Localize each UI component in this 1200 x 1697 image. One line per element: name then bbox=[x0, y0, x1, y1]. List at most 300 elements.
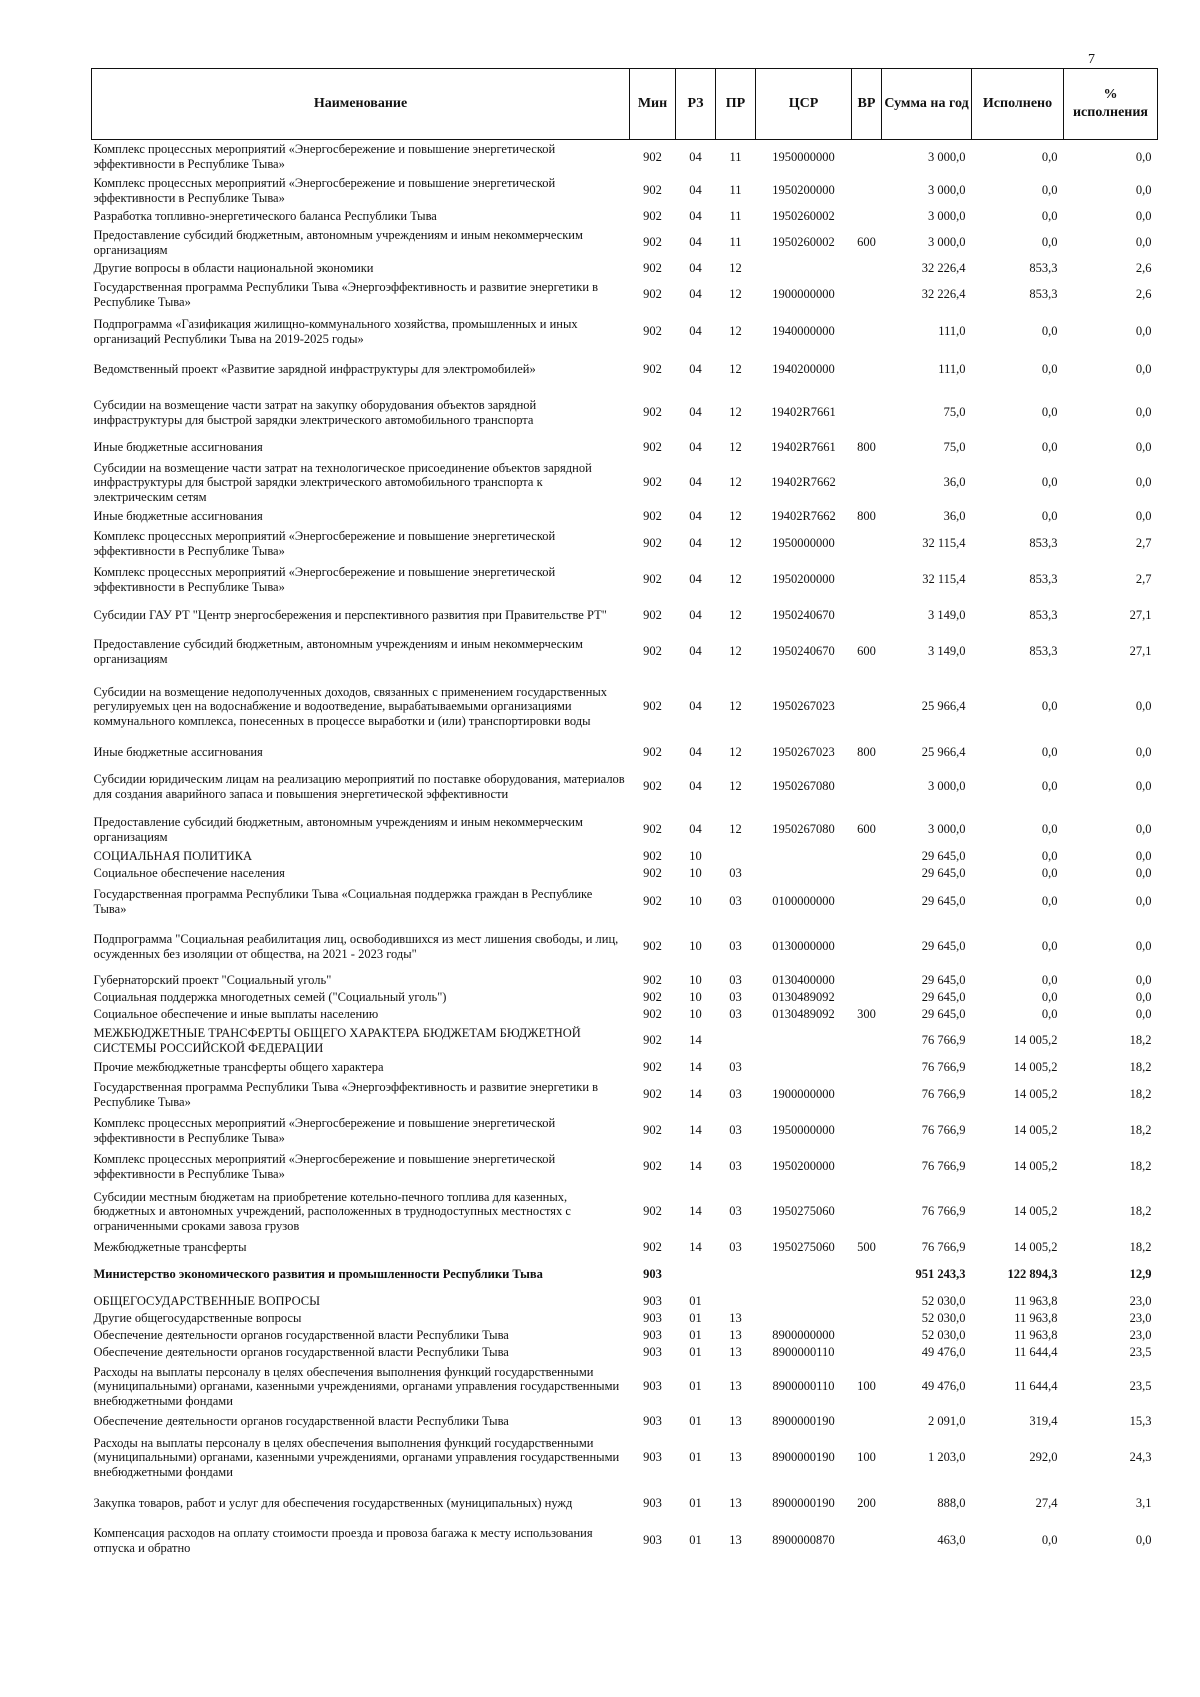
cell-vr bbox=[852, 312, 882, 352]
cell-vr bbox=[852, 670, 882, 744]
cell-csr: 1950200000 bbox=[772, 183, 835, 198]
cell-min: 902 bbox=[643, 1204, 662, 1219]
table-row bbox=[92, 1023, 1158, 1059]
cell-pr bbox=[716, 1257, 756, 1293]
cell-min: 902 bbox=[643, 699, 662, 714]
cell-rz: 10 bbox=[689, 989, 702, 1004]
cell-done: 0,0 bbox=[1041, 699, 1058, 714]
cell-done: 0,0 bbox=[1041, 779, 1058, 794]
cell-min: 902 bbox=[643, 989, 662, 1004]
cell-csr bbox=[756, 865, 852, 882]
cell-pct: 0,0 bbox=[1135, 972, 1152, 987]
cell-pr: 13 bbox=[729, 1327, 742, 1342]
cell-sum: 29 645,0 bbox=[921, 1006, 966, 1021]
cell-name: Субсидии местным бюджетам на приобретение котельно-печного топлива для казенных, бюджетных и автономных учреждений, расположенных в труднодоступных местностях с ограниченными сроками завоза грузов bbox=[93, 1189, 571, 1233]
cell-vr bbox=[852, 458, 882, 508]
cell-pct: 23,0 bbox=[1129, 1293, 1152, 1308]
cell-vr: 200 bbox=[857, 1496, 876, 1511]
table-row bbox=[92, 1344, 1158, 1361]
cell-pct: 15,3 bbox=[1129, 1414, 1152, 1429]
cell-name: Другие общегосударственные вопросы bbox=[93, 1310, 302, 1325]
cell-csr: 8900000870 bbox=[772, 1533, 835, 1548]
cell-rz: 04 bbox=[689, 745, 702, 760]
cell-csr: 0130000000 bbox=[772, 939, 835, 954]
cell-pct: 23,0 bbox=[1129, 1310, 1152, 1325]
cell-min: 902 bbox=[643, 865, 662, 880]
cell-name: Обеспечение деятельности органов государственной власти Республики Тыва bbox=[93, 1327, 509, 1342]
cell-rz: 04 bbox=[689, 822, 702, 837]
cell-done: 0,0 bbox=[1041, 848, 1058, 863]
cell-min: 903 bbox=[643, 1450, 662, 1465]
cell-pct: 18,2 bbox=[1129, 1123, 1152, 1138]
cell-csr: 1950267080 bbox=[772, 822, 835, 837]
cell-rz: 14 bbox=[689, 1033, 702, 1048]
cell-min: 902 bbox=[643, 287, 662, 302]
cell-name: Расходы на выплаты персоналу в целях обеспечения выполнения функций государственными (муниципальными) органами, казенными учреждениями, органами управления государственными внебюджетными фондами bbox=[93, 1364, 620, 1408]
cell-pr: 12 bbox=[729, 699, 742, 714]
cell-name: ОБЩЕГОСУДАРСТВЕННЫЕ ВОПРОСЫ bbox=[93, 1293, 321, 1308]
cell-vr bbox=[852, 1113, 882, 1149]
cell-pct: 24,3 bbox=[1129, 1450, 1152, 1465]
cell-min: 902 bbox=[643, 149, 662, 164]
col-header-done: Исполнено bbox=[972, 69, 1064, 140]
cell-sum: 76 766,9 bbox=[921, 1204, 966, 1219]
cell-name: Комплекс процессных мероприятий «Энергосбережение и повышение энергетической эффективности в Республике Тыва» bbox=[93, 529, 556, 558]
cell-vr: 300 bbox=[857, 1006, 876, 1021]
cell-name: МЕЖБЮДЖЕТНЫЕ ТРАНСФЕРТЫ ОБЩЕГО ХАРАКТЕРА БЮДЖЕТАМ БЮДЖЕТНОЙ СИСТЕМЫ РОССИЙСКОЙ ФЕДЕРАЦИИ bbox=[93, 1026, 581, 1055]
cell-csr: 1950240670 bbox=[772, 608, 835, 623]
cell-rz bbox=[676, 1257, 716, 1293]
table-row bbox=[92, 1257, 1158, 1293]
cell-name: Социальная поддержка многодетных семей ("Социальный уголь") bbox=[93, 989, 447, 1004]
cell-vr bbox=[852, 1293, 882, 1310]
cell-name: Разработка топливно-энергетического баланса Республики Тыва bbox=[93, 209, 437, 224]
cell-name: Комплекс процессных мероприятий «Энергосбережение и повышение энергетической эффективности в Республике Тыва» bbox=[93, 1152, 556, 1181]
cell-min: 902 bbox=[643, 972, 662, 987]
cell-done: 0,0 bbox=[1041, 149, 1058, 164]
cell-rz: 14 bbox=[689, 1240, 702, 1255]
cell-pr: 03 bbox=[729, 939, 742, 954]
cell-vr bbox=[852, 598, 882, 634]
cell-pr: 12 bbox=[729, 572, 742, 587]
cell-sum: 76 766,9 bbox=[921, 1159, 966, 1174]
table-row bbox=[92, 1413, 1158, 1431]
table-row bbox=[92, 1293, 1158, 1310]
cell-pct: 3,1 bbox=[1135, 1496, 1152, 1511]
cell-rz: 14 bbox=[689, 1060, 702, 1075]
cell-pct: 18,2 bbox=[1129, 1204, 1152, 1219]
cell-name: Субсидии на возмещение части затрат на технологическое присоединение объектов зарядной инфраструктуры для быстрой зарядки электрического автомобильного транспорта к электрическим сетям bbox=[93, 460, 592, 504]
cell-csr: 1950275060 bbox=[772, 1240, 835, 1255]
cell-rz: 14 bbox=[689, 1123, 702, 1138]
cell-pr: 13 bbox=[729, 1450, 742, 1465]
cell-pct: 18,2 bbox=[1129, 1087, 1152, 1102]
cell-vr: 100 bbox=[857, 1379, 876, 1394]
cell-min: 902 bbox=[643, 1006, 662, 1021]
cell-sum: 76 766,9 bbox=[921, 1240, 966, 1255]
cell-done: 0,0 bbox=[1041, 209, 1058, 224]
cell-vr bbox=[852, 278, 882, 312]
cell-vr bbox=[852, 922, 882, 972]
cell-name: Ведомственный проект «Развитие зарядной инфраструктуры для электромобилей» bbox=[93, 362, 536, 377]
cell-pct: 0,0 bbox=[1135, 939, 1152, 954]
cell-done: 11 644,4 bbox=[1014, 1379, 1058, 1394]
cell-min: 903 bbox=[643, 1310, 662, 1325]
cell-pct: 0,0 bbox=[1135, 848, 1152, 863]
cell-min: 902 bbox=[643, 1033, 662, 1048]
cell-sum: 888,0 bbox=[937, 1496, 966, 1511]
cell-pr: 12 bbox=[729, 779, 742, 794]
cell-csr: 8900000190 bbox=[772, 1450, 835, 1465]
cell-vr bbox=[852, 260, 882, 278]
cell-csr: 0130400000 bbox=[772, 972, 835, 987]
table-row bbox=[92, 388, 1158, 438]
cell-csr: 1950000000 bbox=[772, 1123, 835, 1138]
cell-name: Иные бюджетные ассигнования bbox=[93, 509, 263, 524]
cell-pct: 2,6 bbox=[1135, 261, 1152, 276]
cell-pr: 12 bbox=[729, 822, 742, 837]
cell-vr bbox=[852, 1523, 882, 1559]
cell-pr bbox=[716, 848, 756, 865]
cell-pct: 2,6 bbox=[1135, 287, 1152, 302]
cell-csr: 19402R7661 bbox=[771, 405, 836, 420]
cell-rz: 01 bbox=[689, 1293, 702, 1308]
cell-name: Подпрограмма «Газификация жилищно-коммунального хозяйства, промышленных и иных организаций Республики Тыва на 2019-2025 годы» bbox=[93, 317, 578, 346]
cell-pr: 12 bbox=[729, 440, 742, 455]
table-header-row bbox=[92, 69, 1158, 140]
cell-rz: 10 bbox=[689, 1006, 702, 1021]
cell-pr: 03 bbox=[729, 989, 742, 1004]
cell-sum: 1 203,0 bbox=[928, 1450, 966, 1465]
cell-pr: 03 bbox=[729, 1087, 742, 1102]
cell-min: 902 bbox=[643, 644, 662, 659]
cell-done: 14 005,2 bbox=[1013, 1204, 1058, 1219]
cell-pct: 0,0 bbox=[1135, 865, 1152, 880]
cell-pr: 12 bbox=[729, 644, 742, 659]
cell-min: 903 bbox=[643, 1327, 662, 1342]
cell-rz: 04 bbox=[689, 405, 702, 420]
table-row bbox=[92, 438, 1158, 458]
cell-csr: 8900000110 bbox=[772, 1379, 835, 1394]
cell-csr: 1950260002 bbox=[772, 235, 835, 250]
cell-vr bbox=[852, 1413, 882, 1431]
cell-vr bbox=[852, 208, 882, 226]
table-row bbox=[92, 1361, 1158, 1413]
cell-sum: 29 645,0 bbox=[921, 865, 966, 880]
cell-name: Государственная программа Республики Тыва «Социальная поддержка граждан в Республике Тыва» bbox=[93, 887, 593, 916]
cell-pct: 0,0 bbox=[1135, 699, 1152, 714]
table-row bbox=[92, 848, 1158, 865]
table-row bbox=[92, 634, 1158, 670]
cell-vr bbox=[852, 1344, 882, 1361]
cell-sum: 3 000,0 bbox=[928, 779, 966, 794]
cell-pct: 0,0 bbox=[1135, 779, 1152, 794]
cell-name: Обеспечение деятельности органов государственной власти Республики Тыва bbox=[93, 1414, 509, 1429]
cell-vr bbox=[852, 140, 882, 174]
cell-done: 14 005,2 bbox=[1013, 1123, 1058, 1138]
cell-name: Губернаторский проект "Социальный уголь" bbox=[93, 972, 332, 987]
cell-min: 902 bbox=[643, 183, 662, 198]
table-row bbox=[92, 278, 1158, 312]
cell-csr: 1900000000 bbox=[772, 287, 835, 302]
cell-done: 0,0 bbox=[1041, 1006, 1058, 1021]
cell-csr bbox=[756, 1293, 852, 1310]
table-row bbox=[92, 1149, 1158, 1185]
cell-rz: 14 bbox=[689, 1159, 702, 1174]
cell-vr: 100 bbox=[857, 1450, 876, 1465]
cell-pr: 11 bbox=[729, 183, 742, 198]
cell-sum: 2 091,0 bbox=[928, 1414, 966, 1429]
col-header-sum: Сумма на год bbox=[882, 69, 972, 140]
cell-csr: 19402R7661 bbox=[771, 440, 836, 455]
table-row bbox=[92, 352, 1158, 388]
cell-sum: 52 030,0 bbox=[921, 1310, 966, 1325]
cell-sum: 29 645,0 bbox=[921, 989, 966, 1004]
cell-min: 902 bbox=[643, 509, 662, 524]
cell-pr: 03 bbox=[729, 972, 742, 987]
cell-done: 11 963,8 bbox=[1014, 1310, 1058, 1325]
table-row bbox=[92, 989, 1158, 1006]
cell-vr bbox=[852, 762, 882, 812]
cell-pr: 03 bbox=[729, 1204, 742, 1219]
cell-vr bbox=[852, 1310, 882, 1327]
cell-sum: 52 030,0 bbox=[921, 1327, 966, 1342]
cell-done: 853,3 bbox=[1029, 536, 1058, 551]
cell-min: 903 bbox=[643, 1496, 662, 1511]
cell-rz: 04 bbox=[689, 699, 702, 714]
cell-pct: 0,0 bbox=[1135, 183, 1152, 198]
cell-vr bbox=[852, 972, 882, 989]
cell-csr: 1950000000 bbox=[772, 149, 835, 164]
cell-min: 903 bbox=[643, 1267, 662, 1282]
cell-pr: 11 bbox=[729, 209, 742, 224]
cell-csr: 19402R7662 bbox=[771, 475, 836, 490]
cell-rz: 04 bbox=[689, 362, 702, 377]
cell-sum: 32 115,4 bbox=[922, 572, 966, 587]
cell-sum: 76 766,9 bbox=[921, 1060, 966, 1075]
cell-name: Субсидии на возмещение части затрат на закупку оборудования объектов зарядной инфраструктуры для быстрой зарядки электрического автомобильного транспорта bbox=[93, 398, 537, 427]
cell-min: 902 bbox=[643, 1087, 662, 1102]
cell-sum: 76 766,9 bbox=[921, 1033, 966, 1048]
cell-sum: 951 243,3 bbox=[915, 1267, 966, 1282]
cell-min: 902 bbox=[643, 822, 662, 837]
cell-rz: 04 bbox=[689, 209, 702, 224]
cell-csr: 1900000000 bbox=[772, 1087, 835, 1102]
table-row bbox=[92, 865, 1158, 882]
cell-pr: 12 bbox=[729, 405, 742, 420]
cell-sum: 29 645,0 bbox=[921, 894, 966, 909]
cell-csr: 1950267023 bbox=[772, 699, 835, 714]
cell-pr: 13 bbox=[729, 1414, 742, 1429]
cell-sum: 52 030,0 bbox=[921, 1293, 966, 1308]
cell-sum: 29 645,0 bbox=[921, 972, 966, 987]
page-number: 7 bbox=[1088, 52, 1095, 67]
cell-name: Подпрограмма "Социальная реабилитация лиц, освободившихся из мест лишения свободы, и лиц, осужденных без изоляции от общества, на 2021 - 2023 годы" bbox=[93, 932, 619, 961]
cell-name: Закупка товаров, работ и услуг для обеспечения государственных (муниципальных) нужд bbox=[93, 1496, 573, 1511]
cell-done: 853,3 bbox=[1029, 287, 1058, 302]
cell-csr bbox=[756, 848, 852, 865]
table-row bbox=[92, 1059, 1158, 1077]
cell-vr: 600 bbox=[857, 822, 876, 837]
cell-rz: 04 bbox=[689, 536, 702, 551]
cell-sum: 25 966,4 bbox=[921, 699, 966, 714]
col-header-csr: ЦСР bbox=[756, 69, 852, 140]
cell-pct: 12,9 bbox=[1129, 1267, 1152, 1282]
cell-min: 902 bbox=[643, 235, 662, 250]
cell-csr bbox=[756, 1257, 852, 1293]
cell-csr: 1950275060 bbox=[772, 1204, 835, 1219]
cell-done: 853,3 bbox=[1029, 572, 1058, 587]
cell-min: 902 bbox=[643, 745, 662, 760]
cell-sum: 3 000,0 bbox=[928, 183, 966, 198]
cell-min: 902 bbox=[643, 1123, 662, 1138]
cell-pct: 2,7 bbox=[1135, 572, 1152, 587]
cell-rz: 04 bbox=[689, 475, 702, 490]
cell-vr: 500 bbox=[857, 1240, 876, 1255]
cell-done: 0,0 bbox=[1041, 183, 1058, 198]
cell-pct: 0,0 bbox=[1135, 822, 1152, 837]
cell-vr: 800 bbox=[857, 440, 876, 455]
cell-rz: 01 bbox=[689, 1344, 702, 1359]
cell-pr: 13 bbox=[729, 1496, 742, 1511]
table-body bbox=[92, 140, 1158, 1559]
table-row bbox=[92, 812, 1158, 848]
cell-min: 903 bbox=[643, 1533, 662, 1548]
table-row bbox=[92, 508, 1158, 526]
cell-pct: 27,1 bbox=[1129, 644, 1152, 659]
table-row bbox=[92, 1310, 1158, 1327]
cell-pct: 0,0 bbox=[1135, 509, 1152, 524]
cell-min: 902 bbox=[643, 405, 662, 420]
cell-min: 902 bbox=[643, 1240, 662, 1255]
cell-vr bbox=[852, 562, 882, 598]
cell-pr: 12 bbox=[729, 536, 742, 551]
cell-name: Иные бюджетные ассигнования bbox=[93, 745, 263, 760]
cell-sum: 76 766,9 bbox=[921, 1087, 966, 1102]
cell-name: Расходы на выплаты персоналу в целях обеспечения выполнения функций государственными (муниципальными) органами, казенными учреждениями, органами управления государственными внебюджетными фондами bbox=[93, 1435, 620, 1479]
cell-sum: 36,0 bbox=[943, 509, 966, 524]
cell-csr: 1950240670 bbox=[772, 644, 835, 659]
cell-pr: 12 bbox=[729, 324, 742, 339]
cell-sum: 29 645,0 bbox=[921, 939, 966, 954]
cell-rz: 01 bbox=[689, 1310, 702, 1325]
cell-sum: 49 476,0 bbox=[921, 1379, 966, 1394]
cell-pct: 0,0 bbox=[1135, 405, 1152, 420]
cell-sum: 36,0 bbox=[943, 475, 966, 490]
cell-csr bbox=[756, 1059, 852, 1077]
cell-pr: 12 bbox=[729, 608, 742, 623]
cell-rz: 01 bbox=[689, 1533, 702, 1548]
cell-rz: 04 bbox=[689, 644, 702, 659]
cell-min: 902 bbox=[643, 475, 662, 490]
cell-pct: 0,0 bbox=[1135, 989, 1152, 1004]
cell-csr: 8900000190 bbox=[772, 1414, 835, 1429]
cell-done: 0,0 bbox=[1041, 324, 1058, 339]
cell-pr: 12 bbox=[729, 287, 742, 302]
cell-pr: 13 bbox=[729, 1379, 742, 1394]
cell-pr: 12 bbox=[729, 261, 742, 276]
cell-pr bbox=[716, 1293, 756, 1310]
table-row bbox=[92, 226, 1158, 260]
cell-rz: 10 bbox=[689, 848, 702, 863]
cell-done: 0,0 bbox=[1041, 475, 1058, 490]
cell-sum: 32 226,4 bbox=[921, 261, 966, 276]
cell-sum: 32 226,4 bbox=[921, 287, 966, 302]
cell-min: 902 bbox=[643, 440, 662, 455]
cell-pct: 2,7 bbox=[1135, 536, 1152, 551]
cell-name: СОЦИАЛЬНАЯ ПОЛИТИКА bbox=[93, 848, 253, 863]
col-header-vr: ВР bbox=[852, 69, 882, 140]
cell-csr bbox=[756, 260, 852, 278]
cell-pr: 13 bbox=[729, 1310, 742, 1325]
cell-vr: 800 bbox=[857, 509, 876, 524]
cell-pr: 13 bbox=[729, 1533, 742, 1548]
cell-rz: 04 bbox=[689, 779, 702, 794]
cell-rz: 04 bbox=[689, 440, 702, 455]
cell-rz: 04 bbox=[689, 235, 702, 250]
cell-min: 902 bbox=[643, 608, 662, 623]
cell-csr: 8900000190 bbox=[772, 1496, 835, 1511]
cell-vr bbox=[852, 174, 882, 208]
cell-pr: 03 bbox=[729, 894, 742, 909]
cell-pct: 23,5 bbox=[1129, 1344, 1152, 1359]
cell-pct: 18,2 bbox=[1129, 1060, 1152, 1075]
cell-min: 902 bbox=[643, 894, 662, 909]
cell-rz: 10 bbox=[689, 865, 702, 880]
cell-done: 319,4 bbox=[1029, 1414, 1058, 1429]
budget-table bbox=[91, 68, 1158, 1559]
cell-sum: 3 149,0 bbox=[928, 608, 966, 623]
cell-done: 27,4 bbox=[1035, 1496, 1058, 1511]
cell-vr bbox=[852, 1185, 882, 1239]
cell-pr: 11 bbox=[729, 235, 742, 250]
cell-name: Социальное обеспечение населения bbox=[93, 865, 285, 880]
cell-name: Государственная программа Республики Тыва «Энергоэффективность и развитие энергетики в Республике Тыва» bbox=[93, 280, 599, 309]
cell-vr bbox=[852, 1077, 882, 1113]
cell-csr: 1950200000 bbox=[772, 572, 835, 587]
table-row bbox=[92, 1485, 1158, 1523]
cell-done: 0,0 bbox=[1041, 989, 1058, 1004]
cell-vr bbox=[852, 352, 882, 388]
cell-pct: 23,5 bbox=[1129, 1379, 1152, 1394]
cell-pct: 0,0 bbox=[1135, 149, 1152, 164]
table-row bbox=[92, 526, 1158, 562]
cell-done: 11 963,8 bbox=[1014, 1327, 1058, 1342]
cell-csr: 1940200000 bbox=[772, 362, 835, 377]
cell-done: 0,0 bbox=[1041, 362, 1058, 377]
cell-csr: 19402R7662 bbox=[771, 509, 836, 524]
cell-rz: 04 bbox=[689, 183, 702, 198]
cell-name: Иные бюджетные ассигнования bbox=[93, 440, 263, 455]
table-row bbox=[92, 140, 1158, 174]
cell-pct: 0,0 bbox=[1135, 324, 1152, 339]
cell-csr: 1950267080 bbox=[772, 779, 835, 794]
cell-pr: 12 bbox=[729, 745, 742, 760]
cell-vr bbox=[852, 848, 882, 865]
cell-name: Предоставление субсидий бюджетным, автономным учреждениям и иным некоммерческим организациям bbox=[93, 228, 583, 257]
cell-done: 0,0 bbox=[1041, 745, 1058, 760]
cell-pr: 03 bbox=[729, 1240, 742, 1255]
cell-vr: 600 bbox=[857, 235, 876, 250]
table-row bbox=[92, 882, 1158, 922]
cell-done: 14 005,2 bbox=[1013, 1159, 1058, 1174]
table-row bbox=[92, 1327, 1158, 1344]
table-row bbox=[92, 922, 1158, 972]
cell-rz: 01 bbox=[689, 1327, 702, 1342]
cell-pct: 23,0 bbox=[1129, 1327, 1152, 1342]
col-header-pr: ПР bbox=[716, 69, 756, 140]
cell-pr bbox=[716, 1023, 756, 1059]
